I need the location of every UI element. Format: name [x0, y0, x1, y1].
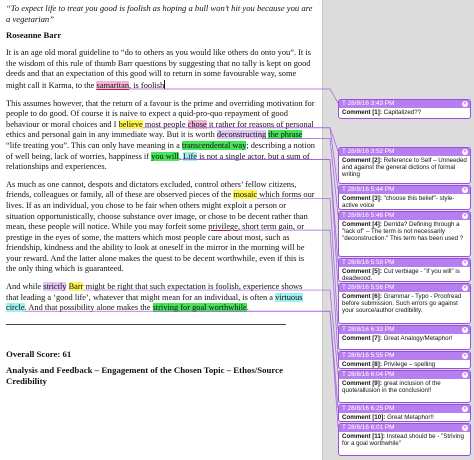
comment-3-label: Comment [3]:	[342, 195, 382, 202]
comment-1-label: Comment [1]:	[342, 109, 382, 116]
analysis-heading: Analysis and Feedback – Engagement of the Chosen Topic – Ethos/Source Credibility	[6, 364, 283, 386]
text-run: And while	[6, 282, 44, 292]
close-circle-icon[interactable]: ×	[463, 149, 467, 155]
comment-6-text: Grammar - Typo - Proofread before submission. Such errors go against your source/author credibility.	[342, 293, 462, 315]
highlight-mosaic[interactable]: mosaic	[233, 190, 258, 200]
text-run: .	[178, 151, 184, 161]
comment-9-text: great inclusion of the quote/allusion in the conclusion!!	[342, 380, 441, 395]
close-circle-icon[interactable]: ×	[463, 101, 467, 107]
text-run: is not a single actor, but a sum of relationships and experiences.	[6, 151, 310, 172]
comment-4-text: Derrida? Defining through a "lack of" – The term is not necessarily "deconstruction." This term has been used ?	[342, 221, 464, 243]
highlight-believe[interactable]: believe	[118, 119, 143, 129]
comment-box-11[interactable]	[338, 423, 471, 456]
comment-6-label: Comment [6]:	[342, 293, 382, 300]
paragraph-1	[6, 48, 316, 91]
comment-box-4[interactable]	[338, 211, 471, 257]
text-run: most people	[142, 119, 188, 129]
highlight-life[interactable]: Life	[183, 151, 197, 161]
close-circle-icon[interactable]: ×	[463, 213, 467, 219]
comment-9-label: Comment [9]:	[342, 380, 382, 387]
highlight-samaritan[interactable]: samaritan	[96, 80, 130, 90]
section-divider	[6, 324, 286, 325]
close-circle-icon[interactable]: ×	[463, 372, 467, 378]
comment-1-text: Capitalized??	[383, 109, 422, 116]
epigraph-quote: “To expect life to treat you good is foolish as hoping a bull won’t hit you because you are a vegetarian”	[6, 3, 313, 24]
comment-box-10[interactable]	[338, 404, 471, 422]
epigraph-author: Roseanne Barr	[6, 30, 62, 41]
text-run: ; describing a notion of well being, lack of worries, happiness if	[6, 140, 315, 161]
comment-10-label: Comment [10]:	[342, 414, 386, 421]
text-run: It is an age old moral guideline to “do to others as you would like others do onto you”. It is the wisdom of this rule of thumb Barr questions by suggesting that no tally is kept on good deeds and that an expectation of this good will to return in some favourable way, some might call it Karma, to the	[6, 48, 311, 90]
comment-box-1[interactable]	[338, 99, 471, 119]
close-circle-icon[interactable]: ×	[463, 327, 467, 333]
text-run: .	[246, 303, 249, 313]
highlight-barr[interactable]: Barr	[68, 282, 84, 292]
comment-4-label: Comment [4]:	[342, 221, 382, 228]
text-run: , short term gain, or prestige in the eyes of some, the matters which most people care about most, such as friendship, kindness and the ability to look at oneself in the mirror in the morning will be your reward. And the latter alone makes the quest to be decent worthwhile, even if this is the only thing which is guaranteed.	[6, 222, 305, 274]
comment-2-text: Reference to Self – Unneeded and against the general dictions of formal writing	[342, 157, 467, 179]
close-circle-icon[interactable]: ×	[463, 260, 467, 266]
comment-5-text: Cut verbiage - "if you will" is deadwood.	[342, 268, 460, 282]
text-cursor	[164, 80, 165, 89]
comment-10-header: T 28/8/16 6:25 PM	[342, 405, 395, 412]
paragraph-4	[6, 282, 316, 314]
comment-box-2[interactable]	[338, 147, 471, 184]
highlight-chose[interactable]: chose	[187, 119, 207, 129]
comment-2-label: Comment [2]:	[342, 157, 382, 164]
highlight-striving-for-goal[interactable]: striving for goal worthwhile	[152, 303, 247, 313]
comment-box-5[interactable]	[338, 258, 471, 282]
comment-11-label: Comment [11]:	[342, 433, 385, 440]
text-run: might be right that such expectation is foolish, experience shows that leading a ‘good life’, whatever that might mean for an individual, is often a	[6, 282, 303, 302]
comment-2-header: T 28/8/16 3:52 PM	[342, 148, 395, 155]
text-run: “life treating you”. This can only have meaning in a	[6, 140, 182, 150]
comment-box-3[interactable]	[338, 185, 471, 210]
comment-5-label: Comment [5]:	[342, 268, 382, 275]
highlight-strictly[interactable]: strictly	[43, 282, 67, 292]
comment-7-header: T 28/8/16 6:33 PM	[342, 326, 395, 333]
comment-1-header: T 28/8/16 3:43 PM	[342, 100, 395, 107]
comment-10-text: Great Metaphor!!	[387, 414, 434, 421]
close-circle-icon[interactable]: ×	[463, 187, 467, 193]
comment-5-header: T 28/8/16 5:59 PM	[342, 259, 395, 266]
close-circle-icon[interactable]: ×	[463, 285, 467, 291]
comment-8-label: Comment [8]:	[342, 361, 382, 368]
highlight-you-will[interactable]: you will	[151, 151, 179, 161]
close-circle-icon[interactable]: ×	[463, 353, 467, 359]
comment-4-header: T 28/8/16 5:46 PM	[342, 212, 395, 219]
comment-8-text: Privilege – spelling	[383, 361, 436, 368]
highlight-the-phrase[interactable]: the phrase	[268, 130, 303, 140]
text-run: . And that possibility alone makes the	[24, 303, 153, 313]
close-circle-icon[interactable]: ×	[463, 406, 467, 412]
comment-9-header: T 28/8/16 6:04 PM	[342, 371, 395, 378]
paragraph-3	[6, 180, 316, 275]
close-circle-icon[interactable]: ×	[463, 425, 467, 431]
highlight-transcendental-way[interactable]: transcendental way	[181, 140, 247, 150]
comment-box-9[interactable]	[338, 370, 471, 403]
highlight-virtuous-circle[interactable]: virtuous circle	[6, 292, 303, 313]
highlight-deconstructing[interactable]: deconstructing	[216, 130, 267, 140]
overall-score: Overall Score: 61	[6, 348, 72, 359]
comment-7-label: Comment [7]:	[342, 335, 382, 342]
comment-6-header: T 28/8/16 5:56 PM	[342, 284, 395, 291]
text-run: As much as one cannot, despots and dictators excluded, control others’ fellow citizens, friends, colleagues or family, all of these are observed pieces of the	[6, 179, 297, 200]
text-run: it rather for reasons of personal ethics and personal gain in any immediate way. But it is worth	[6, 119, 314, 140]
comment-11-header: T 28/8/16 6:01 PM	[342, 424, 395, 431]
comment-box-6[interactable]	[338, 283, 471, 324]
highlight-privilege[interactable]: privilege	[208, 222, 238, 232]
paragraph-2	[6, 99, 316, 173]
text-run: This assumes however, that the return of a favour is the prime and overriding motivation for people to do good. Of course it is naive to expect a quid-pro-quo repayment of good behaviour or moral choices and I	[6, 98, 315, 129]
comment-box-8[interactable]	[338, 351, 471, 369]
comment-8-header: T 28/8/16 5:55 PM	[342, 352, 395, 359]
comment-box-7[interactable]	[338, 325, 471, 350]
comment-3-text: "choose this belief"- style- active voice	[342, 195, 455, 210]
comment-3-header: T 28/8/16 5:44 PM	[342, 186, 395, 193]
text-run: which forms our lives. If as an individual, you chose to be fair when others might exploit a person or situation opportunistically, choose substance over image, or chose to be decent rather than mean, these people will notice. While you may forfeit some	[6, 190, 315, 232]
text-run: , is foolish	[129, 80, 165, 90]
comment-11-text: Instead should be - "Striving for a goal worthwhile"	[342, 433, 464, 448]
comment-7-text: Great Analogy/Metaphor!	[383, 335, 453, 342]
